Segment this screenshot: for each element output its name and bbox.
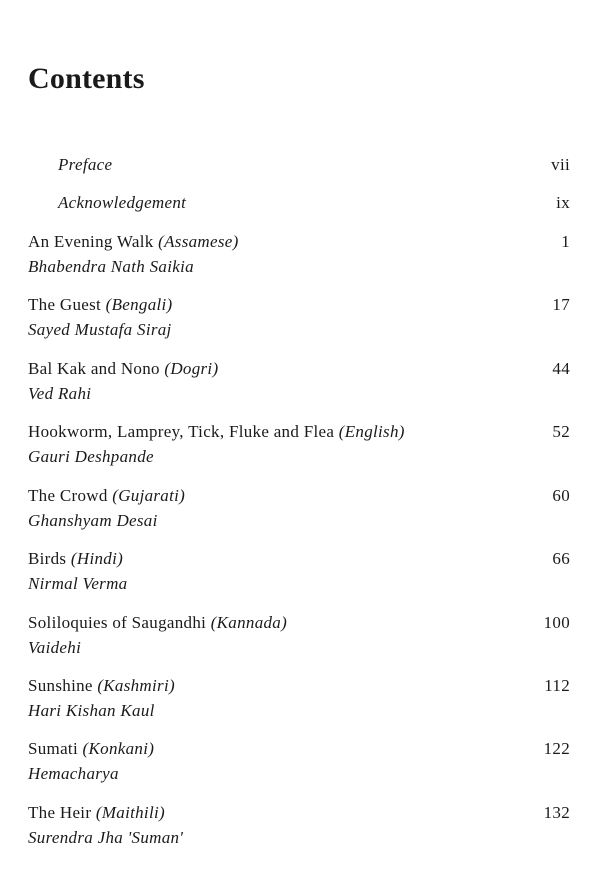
story-language: (Hindi): [70, 549, 124, 568]
toc-page-number: ix: [556, 193, 570, 212]
toc-entry[interactable]: [28, 675, 570, 720]
toc-page-number: 122: [543, 739, 570, 758]
story-language: (Dogri): [164, 359, 219, 378]
story-language: (English): [338, 422, 405, 441]
story-title-line: [28, 738, 154, 760]
toc-front-title: Acknowledgement: [58, 193, 187, 212]
story-author: Hemacharya: [28, 764, 119, 783]
story-title-line: [28, 294, 173, 316]
story-language: (Maithili): [95, 803, 165, 822]
story-author: Vaidehi: [28, 638, 82, 657]
story-title-line: [28, 548, 123, 570]
toc-page-number: 60: [552, 486, 570, 505]
story-author: Nirmal Verma: [28, 574, 128, 593]
story-author: Ved Rahi: [28, 384, 92, 403]
story-language: (Gujarati): [112, 486, 186, 505]
story-language: (Kannada): [210, 613, 288, 632]
story-author: Surendra Jha 'Suman': [28, 828, 184, 847]
toc-page-number: 1: [561, 232, 570, 251]
story-author: Hari Kishan Kaul: [28, 701, 155, 720]
story-title: Birds: [28, 549, 67, 568]
story-author: Sayed Mustafa Siraj: [28, 320, 172, 339]
toc-page-number: 112: [544, 676, 570, 695]
story-author: Ghanshyam Desai: [28, 511, 158, 530]
toc-entry[interactable]: [28, 231, 570, 276]
story-title-line: [28, 675, 175, 697]
story-author: Gauri Deshpande: [28, 447, 154, 466]
toc-page-number: 66: [552, 549, 570, 568]
toc-front-item-acknowledgement[interactable]: [28, 192, 570, 216]
toc-page-number: 17: [552, 295, 570, 314]
toc-entry[interactable]: [28, 612, 570, 657]
story-language: (Bengali): [105, 295, 173, 314]
story-title: The Guest: [28, 295, 102, 314]
toc-front-title: Preface: [58, 155, 113, 174]
story-title: Sumati: [28, 739, 78, 758]
toc-page-number: vii: [551, 155, 570, 174]
toc-entry[interactable]: [28, 294, 570, 339]
story-title-line: [28, 612, 287, 634]
story-title: Bal Kak and Nono: [28, 359, 160, 378]
toc-entry[interactable]: [28, 802, 570, 847]
toc-entry[interactable]: [28, 738, 570, 783]
story-author: Bhabendra Nath Saikia: [28, 257, 194, 276]
story-title: The Crowd: [28, 486, 108, 505]
toc-entry[interactable]: [28, 421, 570, 466]
story-title: Soliloquies of Saugandhi: [28, 613, 207, 632]
story-title-line: [28, 358, 218, 380]
story-language: (Assamese): [158, 232, 239, 251]
toc-entry[interactable]: [28, 358, 570, 403]
story-title-line: [28, 231, 239, 253]
toc-page-number: 44: [552, 359, 570, 378]
story-title-line: [28, 802, 165, 824]
story-title-line: [28, 421, 405, 443]
story-title: The Heir: [28, 803, 92, 822]
story-title: Hookworm, Lamprey, Tick, Fluke and Flea: [28, 422, 335, 441]
story-title-line: [28, 485, 185, 507]
story-language: (Kashmiri): [97, 676, 175, 695]
toc-page-number: 132: [543, 803, 570, 822]
toc-front-item-preface[interactable]: [28, 154, 570, 178]
page-title: Contents: [28, 62, 145, 95]
toc-entry[interactable]: [28, 548, 570, 593]
story-title: Sunshine: [28, 676, 93, 695]
toc-entry[interactable]: [28, 485, 570, 530]
story-title: An Evening Walk: [28, 232, 154, 251]
story-language: (Konkani): [82, 739, 155, 758]
toc-page-number: 100: [543, 613, 570, 632]
toc-page-number: 52: [552, 422, 570, 441]
